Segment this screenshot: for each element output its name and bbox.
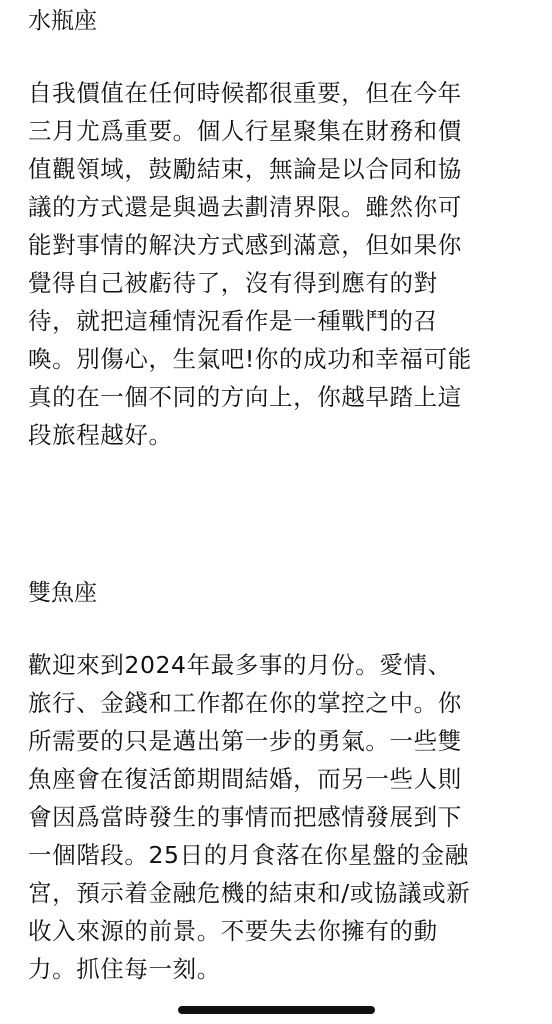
pisces-line: 魚座會在復活節期間結婚，而另一些人則	[28, 765, 462, 793]
pisces-line: 旅行、金錢和工作都在你的掌控之中。你	[28, 689, 462, 717]
home-indicator-bar[interactable]	[178, 1006, 375, 1014]
aquarius-line: 段旅程越好。	[28, 421, 173, 449]
aquarius-line: 待，就把這種情況看作是一種戰鬥的召	[28, 307, 438, 335]
pisces-line: 收入來源的前景。不要失去你擁有的動	[28, 917, 438, 945]
aquarius-line: 值觀領域，鼓勵結束，無論是以合同和協	[28, 155, 462, 183]
pisces-line: 會因爲當時發生的事情而把感情發展到下	[28, 803, 462, 831]
pisces-paragraph	[28, 646, 528, 988]
pisces-title: 雙魚座	[28, 580, 97, 606]
aquarius-section-title	[28, 6, 528, 36]
pisces-text	[28, 646, 528, 988]
aquarius-line: 議的方式還是與過去劃清界限。雖然你可	[28, 193, 462, 221]
aquarius-line: 能對事情的解決方式感到滿意，但如果你	[28, 231, 462, 259]
aquarius-line: 三月尤爲重要。個人行星聚集在財務和價	[28, 117, 462, 145]
aquarius-paragraph	[28, 74, 528, 454]
aquarius-line: 真的在一個不同的方向上，你越早踏上這	[28, 383, 462, 411]
pisces-line: 所需要的只是邁出第一步的勇氣。一些雙	[28, 727, 462, 755]
pisces-line: 一個階段。25日的月食落在你星盤的金融	[28, 841, 469, 869]
aquarius-text	[28, 74, 528, 454]
aquarius-line: 自我價值在任何時候都很重要，但在今年	[28, 79, 462, 107]
pisces-line: 力。抓住每一刻。	[28, 955, 221, 983]
pisces-section-title	[28, 578, 528, 608]
aquarius-title: 水瓶座	[28, 8, 97, 34]
aquarius-line: 覺得自己被虧待了，沒有得到應有的對	[28, 269, 438, 297]
aquarius-line: 喚。別傷心，生氣吧!你的成功和幸福可能	[28, 345, 472, 373]
pisces-line: 宮，預示着金融危機的結束和/或協議或新	[28, 879, 471, 907]
pisces-line: 歡迎來到2024年最多事的月份。愛情、	[28, 651, 452, 679]
